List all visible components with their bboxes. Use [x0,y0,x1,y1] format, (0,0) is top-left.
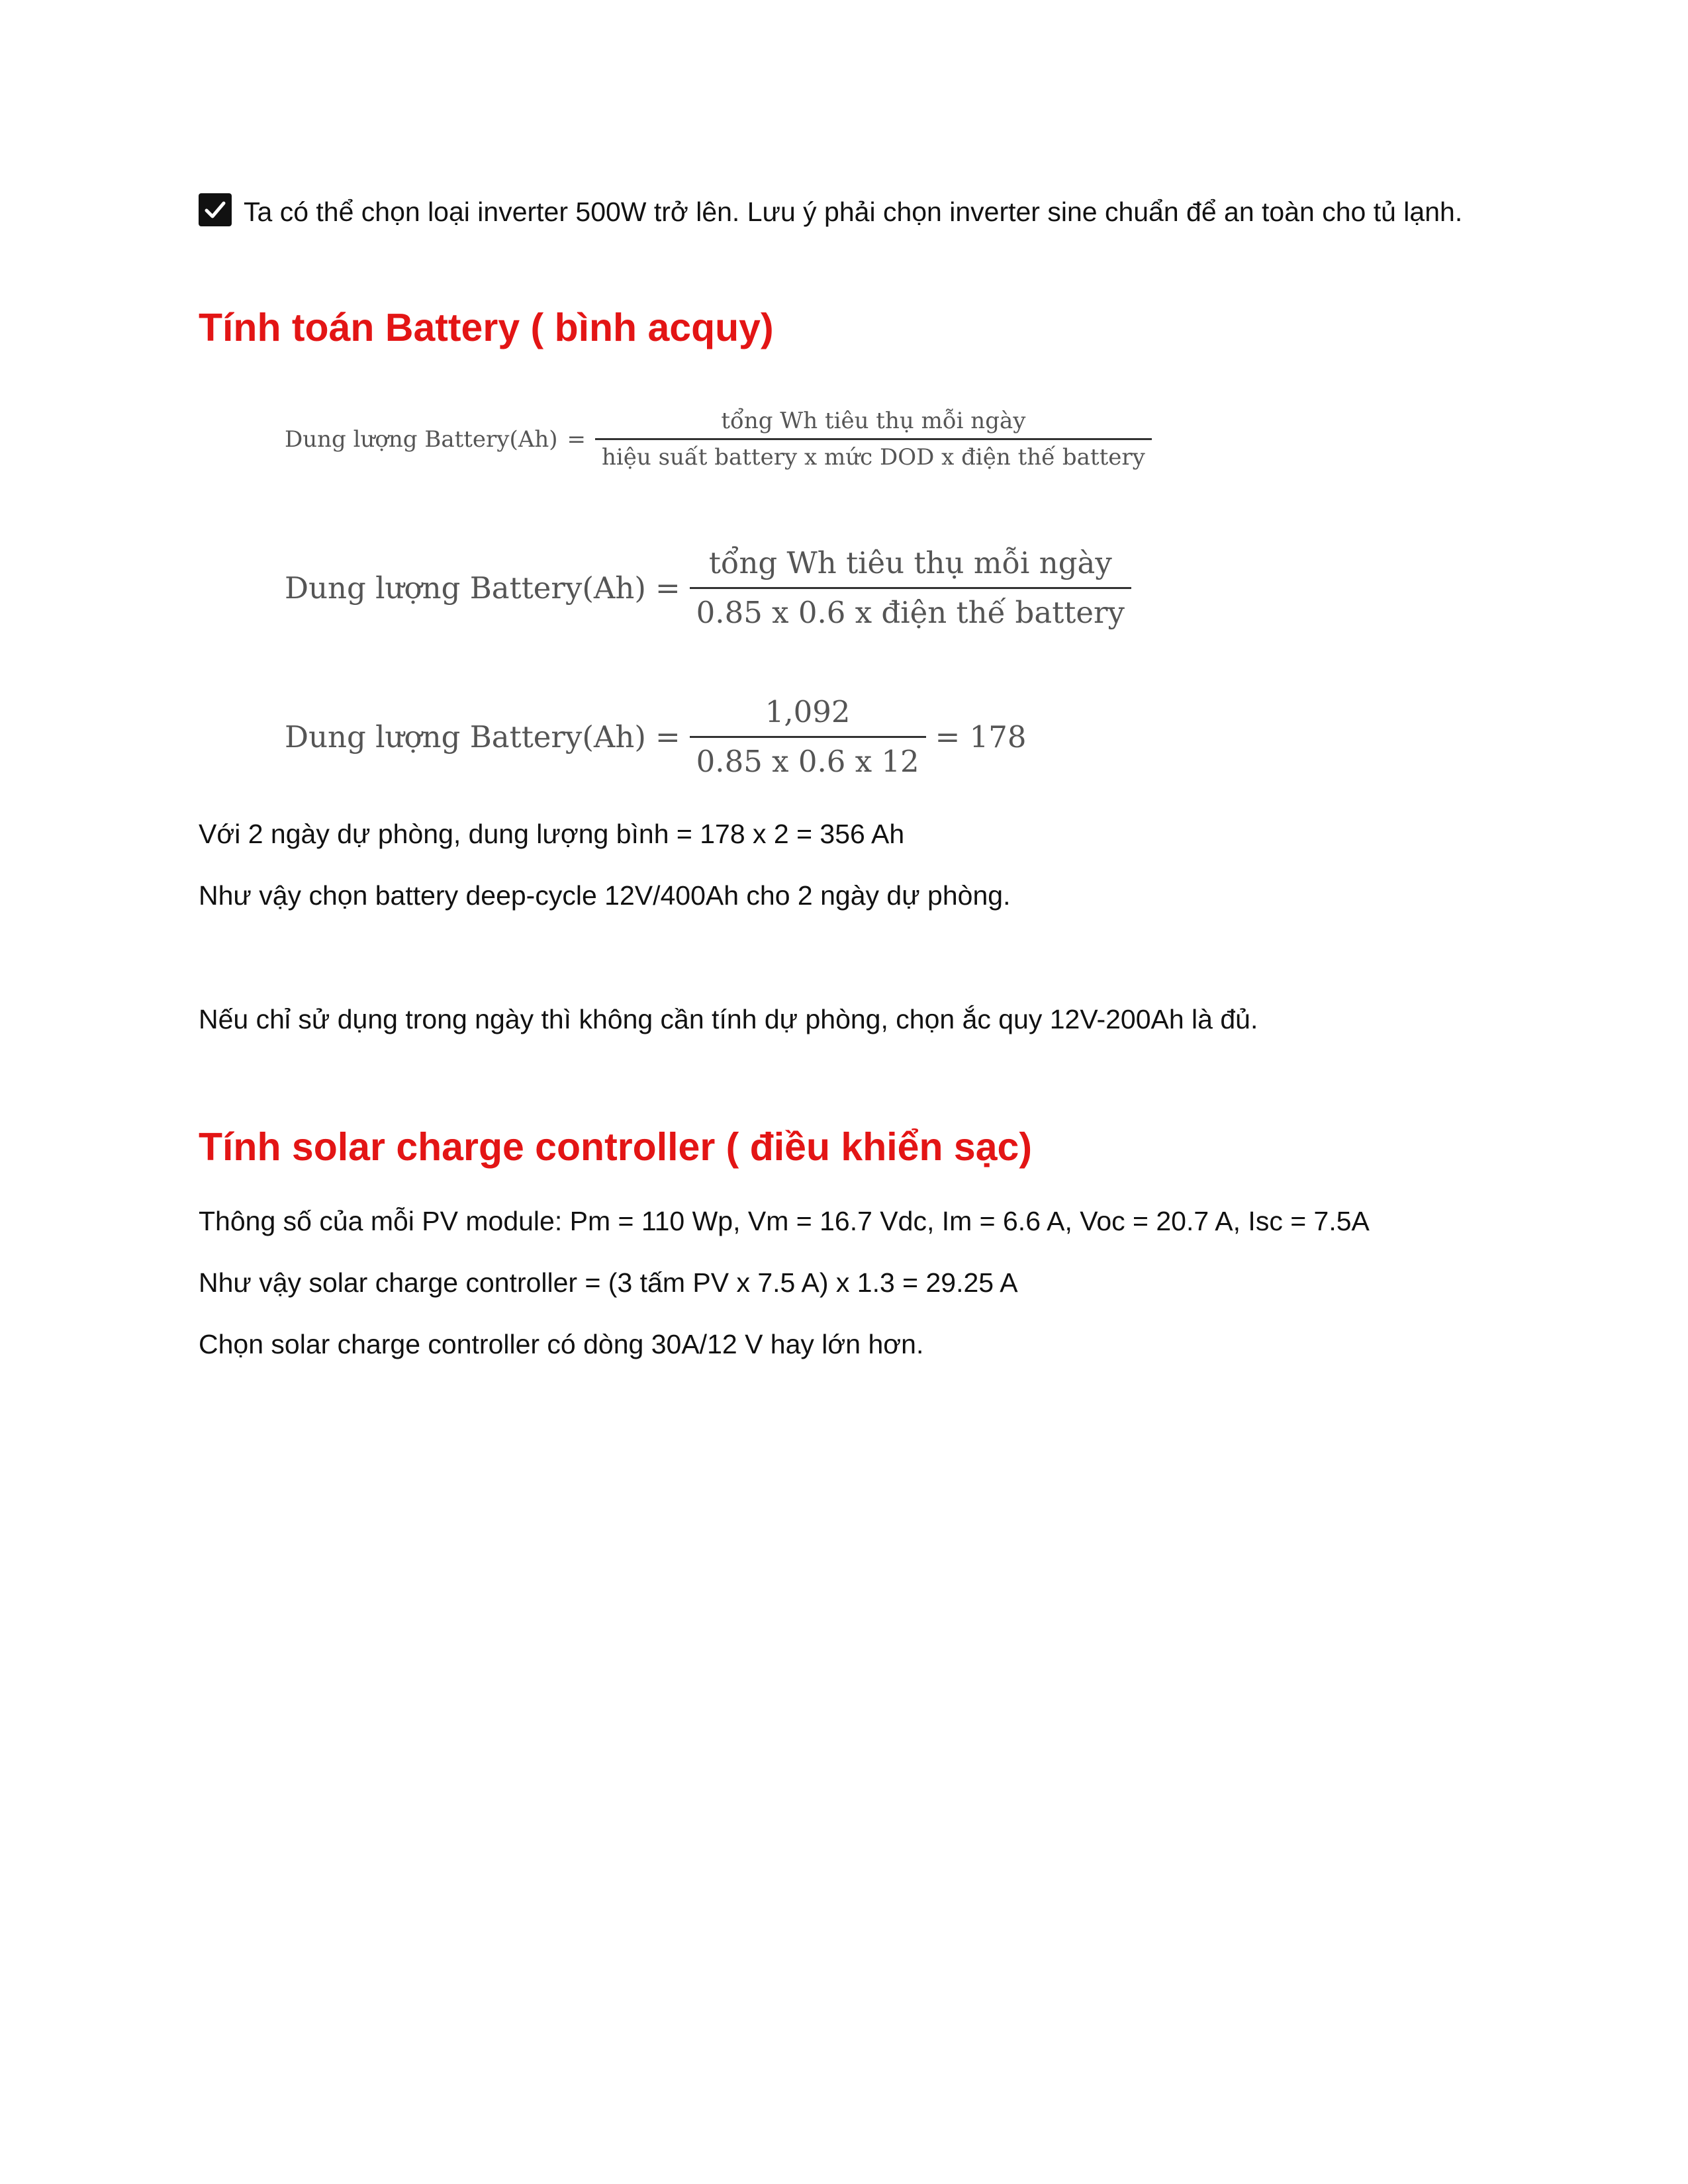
backup-capacity-paragraph: Với 2 ngày dự phòng, dung lượng bình = 178 x 2 = 356 Ah [199,819,905,849]
controller-heading: Tính solar charge controller ( điều khiển sạc) [199,1125,1032,1169]
formula-equals: = [655,570,680,606]
battery-formula-substituted [285,539,1131,637]
intro-paragraph [199,192,1496,232]
formula-numerator: tổng Wh tiêu thụ mỗi ngày [708,545,1112,580]
battery-formula-result [285,688,1027,786]
no-backup-paragraph: Nếu chỉ sử dụng trong ngày thì không cần tính dự phòng, chọn ắc quy 12V-200Ah là đủ. [199,1004,1258,1034]
formula-fraction [595,404,1152,475]
battery-choice-paragraph: Như vậy chọn battery deep-cycle 12V/400Ah cho 2 ngày dự phòng. [199,880,1011,911]
controller-choice-paragraph: Chọn solar charge controller có dòng 30A/12 V hay lớn hơn. [199,1329,924,1359]
formula-equals: = [567,426,586,453]
controller-calc-paragraph: Như vậy solar charge controller = (3 tấm PV x 7.5 A) x 1.3 = 29.25 A [199,1267,1018,1298]
formula-lhs: Dung lượng Battery(Ah) [285,719,646,754]
formula-numerator: 1,092 [765,694,851,729]
formula-lhs: Dung lượng Battery(Ah) [285,426,558,453]
formula-fraction [690,539,1131,637]
formula-result: = 178 [935,719,1027,754]
battery-formula-general [285,404,1152,475]
intro-text: Ta có thể chọn loại inverter 500W trở lên. Lưu ý phải chọn inverter sine chuẩn để an toàn cho tủ lạnh. [244,197,1463,227]
battery-heading: Tính toán Battery ( bình acquy) [199,306,774,349]
formula-denominator: hiệu suất battery x mức DOD x điện thế battery [601,444,1145,471]
formula-denominator: 0.85 x 0.6 x 12 [696,744,919,779]
check-box-icon [199,193,232,226]
formula-lhs: Dung lượng Battery(Ah) [285,570,646,606]
pv-module-specs-paragraph: Thông số của mỗi PV module: Pm = 110 Wp, Vm = 16.7 Vdc, Im = 6.6 A, Voc = 20.7 A, Isc = 7.5A [199,1206,1370,1236]
formula-equals: = [655,719,680,754]
formula-fraction [690,688,926,786]
formula-denominator: 0.85 x 0.6 x điện thế battery [696,595,1125,630]
formula-numerator: tổng Wh tiêu thụ mỗi ngày [721,408,1026,434]
